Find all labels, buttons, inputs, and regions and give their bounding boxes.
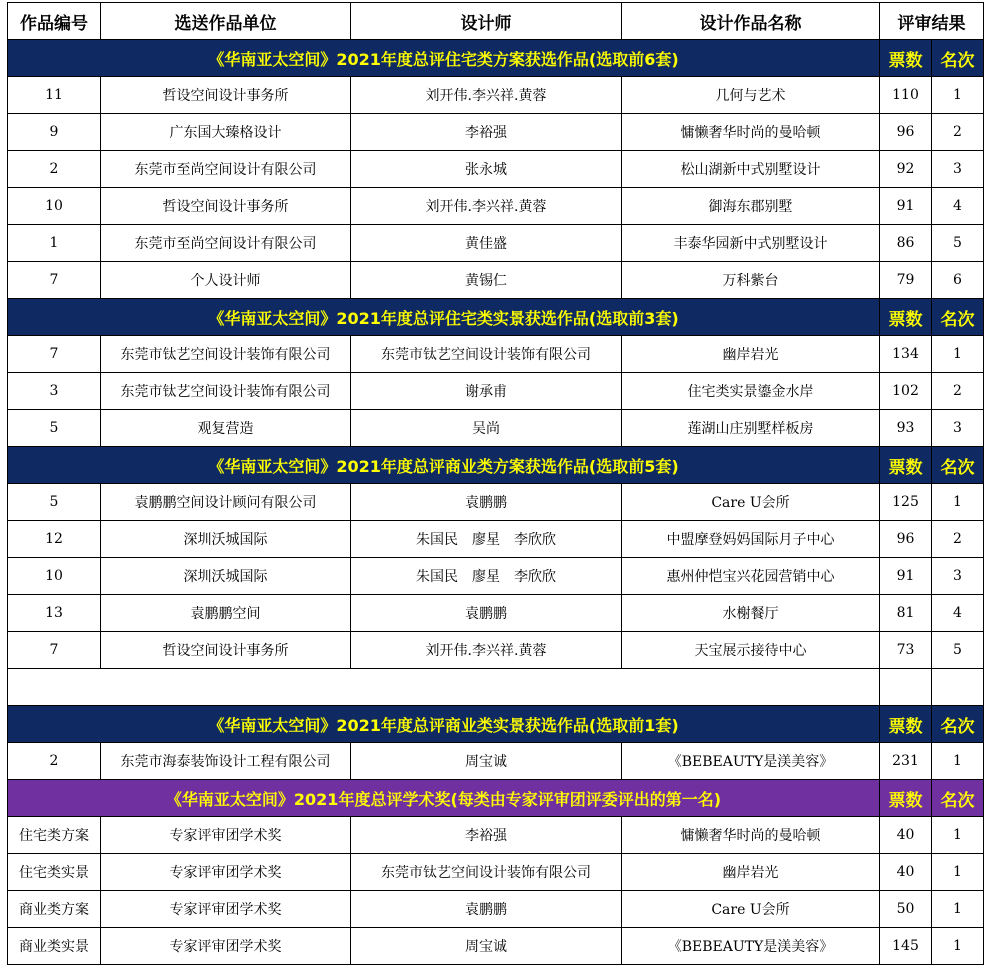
designer-cell: 朱国民 廖星 李欣欣 bbox=[351, 521, 622, 558]
section-title: 《华南亚太空间》2021年度总评商业类实景获选作品(选取前1套) bbox=[8, 706, 880, 743]
section-header-row bbox=[8, 706, 984, 743]
votes-cell: 145 bbox=[880, 928, 932, 965]
votes-label: 票数 bbox=[880, 780, 932, 817]
section-header-row bbox=[8, 40, 984, 77]
section-title: 《华南亚太空间》2021年度总评学术奖(每类由专家评审团评委评出的第一名) bbox=[8, 780, 880, 817]
rank-cell: 6 bbox=[932, 262, 984, 299]
votes-cell: 50 bbox=[880, 891, 932, 928]
rank-label: 名次 bbox=[932, 447, 984, 484]
table-row bbox=[8, 891, 984, 928]
votes-cell: 125 bbox=[880, 484, 932, 521]
unit-cell: 深圳沃城国际 bbox=[101, 558, 351, 595]
designer-cell: 张永城 bbox=[351, 151, 622, 188]
designer-cell: 黄锡仁 bbox=[351, 262, 622, 299]
votes-cell: 231 bbox=[880, 743, 932, 780]
votes-cell: 79 bbox=[880, 262, 932, 299]
unit-cell: 东莞市钛艺空间设计装饰有限公司 bbox=[101, 373, 351, 410]
table-row bbox=[8, 595, 984, 632]
designer-cell: 黄佳盛 bbox=[351, 225, 622, 262]
spacer-cell bbox=[880, 669, 932, 706]
entry-no-cell: 住宅类方案 bbox=[8, 817, 101, 854]
designer-cell: 刘开伟.李兴祥.黄蓉 bbox=[351, 77, 622, 114]
votes-cell: 40 bbox=[880, 817, 932, 854]
rank-cell: 3 bbox=[932, 410, 984, 447]
votes-label: 票数 bbox=[880, 447, 932, 484]
header-submitting-unit: 选送作品单位 bbox=[101, 3, 351, 40]
header-designer: 设计师 bbox=[351, 3, 622, 40]
work-title-cell: 万科紫台 bbox=[622, 262, 880, 299]
rank-cell: 1 bbox=[932, 854, 984, 891]
rank-cell: 3 bbox=[932, 558, 984, 595]
work-title-cell: 水榭餐厅 bbox=[622, 595, 880, 632]
section-header-row bbox=[8, 299, 984, 336]
votes-cell: 134 bbox=[880, 336, 932, 373]
rank-label: 名次 bbox=[932, 299, 984, 336]
entry-no-cell: 2 bbox=[8, 151, 101, 188]
designer-cell: 袁鹏鹏 bbox=[351, 484, 622, 521]
rank-cell: 5 bbox=[932, 225, 984, 262]
work-title-cell: 几何与艺术 bbox=[622, 77, 880, 114]
work-title-cell: 松山湖新中式别墅设计 bbox=[622, 151, 880, 188]
rank-cell: 5 bbox=[932, 632, 984, 669]
unit-cell: 专家评审团学术奖 bbox=[101, 854, 351, 891]
header-entry-no: 作品编号 bbox=[8, 3, 101, 40]
table-row bbox=[8, 114, 984, 151]
rank-label: 名次 bbox=[932, 40, 984, 77]
work-title-cell: 莲湖山庄别墅样板房 bbox=[622, 410, 880, 447]
unit-cell: 东莞市至尚空间设计有限公司 bbox=[101, 151, 351, 188]
entry-no-cell: 住宅类实景 bbox=[8, 854, 101, 891]
work-title-cell: 慵懒奢华时尚的曼哈顿 bbox=[622, 817, 880, 854]
unit-cell: 深圳沃城国际 bbox=[101, 521, 351, 558]
entry-no-cell: 11 bbox=[8, 77, 101, 114]
unit-cell: 哲设空间设计事务所 bbox=[101, 632, 351, 669]
work-title-cell: 住宅类实景鎏金水岸 bbox=[622, 373, 880, 410]
entry-no-cell: 10 bbox=[8, 558, 101, 595]
spacer-row bbox=[8, 669, 984, 706]
unit-cell: 专家评审团学术奖 bbox=[101, 891, 351, 928]
votes-cell: 81 bbox=[880, 595, 932, 632]
work-title-cell: 天宝展示接待中心 bbox=[622, 632, 880, 669]
unit-cell: 东莞市至尚空间设计有限公司 bbox=[101, 225, 351, 262]
work-title-cell: Care U会所 bbox=[622, 484, 880, 521]
table-row bbox=[8, 151, 984, 188]
work-title-cell: 丰泰华园新中式别墅设计 bbox=[622, 225, 880, 262]
table-row bbox=[8, 521, 984, 558]
work-title-cell: 《BEBEAUTY是渼美容》 bbox=[622, 743, 880, 780]
entry-no-cell: 12 bbox=[8, 521, 101, 558]
rank-label: 名次 bbox=[932, 780, 984, 817]
work-title-cell: 《BEBEAUTY是渼美容》 bbox=[622, 928, 880, 965]
rank-cell: 1 bbox=[932, 743, 984, 780]
section-header-row bbox=[8, 780, 984, 817]
entry-no-cell: 5 bbox=[8, 410, 101, 447]
entry-no-cell: 7 bbox=[8, 336, 101, 373]
designer-cell: 东莞市钛艺空间设计装饰有限公司 bbox=[351, 336, 622, 373]
unit-cell: 广东国大臻格设计 bbox=[101, 114, 351, 151]
work-title-cell: Care U会所 bbox=[622, 891, 880, 928]
section-header-row bbox=[8, 447, 984, 484]
table-row bbox=[8, 558, 984, 595]
votes-cell: 96 bbox=[880, 114, 932, 151]
votes-cell: 110 bbox=[880, 77, 932, 114]
table-body bbox=[8, 40, 984, 965]
unit-cell: 东莞市海泰装饰设计工程有限公司 bbox=[101, 743, 351, 780]
table-row bbox=[8, 817, 984, 854]
rank-cell: 2 bbox=[932, 373, 984, 410]
work-title-cell: 幽岸岩光 bbox=[622, 854, 880, 891]
votes-cell: 102 bbox=[880, 373, 932, 410]
section-title: 《华南亚太空间》2021年度总评商业类方案获选作品(选取前5套) bbox=[8, 447, 880, 484]
rank-cell: 1 bbox=[932, 891, 984, 928]
table-row bbox=[8, 373, 984, 410]
header-work-title: 设计作品名称 bbox=[622, 3, 880, 40]
table-row bbox=[8, 225, 984, 262]
designer-cell: 谢承甫 bbox=[351, 373, 622, 410]
rank-cell: 2 bbox=[932, 114, 984, 151]
designer-cell: 东莞市钛艺空间设计装饰有限公司 bbox=[351, 854, 622, 891]
entry-no-cell: 3 bbox=[8, 373, 101, 410]
table-row bbox=[8, 188, 984, 225]
table-row bbox=[8, 632, 984, 669]
rank-cell: 1 bbox=[932, 336, 984, 373]
spacer-cell bbox=[8, 669, 880, 706]
designer-cell: 刘开伟.李兴祥.黄蓉 bbox=[351, 188, 622, 225]
rank-cell: 1 bbox=[932, 817, 984, 854]
designer-cell: 袁鹏鹏 bbox=[351, 595, 622, 632]
unit-cell: 专家评审团学术奖 bbox=[101, 817, 351, 854]
designer-cell: 袁鹏鹏 bbox=[351, 891, 622, 928]
header-review-result: 评审结果 bbox=[880, 3, 984, 40]
designer-cell: 李裕强 bbox=[351, 114, 622, 151]
work-title-cell: 惠州仲恺宝兴花园营销中心 bbox=[622, 558, 880, 595]
votes-cell: 93 bbox=[880, 410, 932, 447]
designer-cell: 周宝诚 bbox=[351, 928, 622, 965]
entry-no-cell: 商业类方案 bbox=[8, 891, 101, 928]
entry-no-cell: 10 bbox=[8, 188, 101, 225]
entry-no-cell: 7 bbox=[8, 632, 101, 669]
rank-cell: 1 bbox=[932, 77, 984, 114]
unit-cell: 观复营造 bbox=[101, 410, 351, 447]
votes-cell: 86 bbox=[880, 225, 932, 262]
designer-cell: 李裕强 bbox=[351, 817, 622, 854]
votes-cell: 91 bbox=[880, 188, 932, 225]
votes-cell: 92 bbox=[880, 151, 932, 188]
unit-cell: 专家评审团学术奖 bbox=[101, 928, 351, 965]
work-title-cell: 御海东郡别墅 bbox=[622, 188, 880, 225]
awards-table bbox=[7, 2, 984, 965]
votes-cell: 96 bbox=[880, 521, 932, 558]
votes-label: 票数 bbox=[880, 40, 932, 77]
unit-cell: 个人设计师 bbox=[101, 262, 351, 299]
rank-cell: 3 bbox=[932, 151, 984, 188]
entry-no-cell: 7 bbox=[8, 262, 101, 299]
table-row bbox=[8, 743, 984, 780]
table-row bbox=[8, 336, 984, 373]
entry-no-cell: 13 bbox=[8, 595, 101, 632]
entry-no-cell: 9 bbox=[8, 114, 101, 151]
table-row bbox=[8, 77, 984, 114]
table-row bbox=[8, 854, 984, 891]
unit-cell: 袁鹏鹏空间 bbox=[101, 595, 351, 632]
spacer-cell bbox=[932, 669, 984, 706]
entry-no-cell: 商业类实景 bbox=[8, 928, 101, 965]
unit-cell: 袁鹏鹏空间设计顾问有限公司 bbox=[101, 484, 351, 521]
entry-no-cell: 2 bbox=[8, 743, 101, 780]
work-title-cell: 慵懒奢华时尚的曼哈顿 bbox=[622, 114, 880, 151]
rank-cell: 4 bbox=[932, 188, 984, 225]
rank-cell: 2 bbox=[932, 521, 984, 558]
rank-cell: 1 bbox=[932, 484, 984, 521]
section-title: 《华南亚太空间》2021年度总评住宅类方案获选作品(选取前6套) bbox=[8, 40, 880, 77]
work-title-cell: 中盟摩登妈妈国际月子中心 bbox=[622, 521, 880, 558]
rank-label: 名次 bbox=[932, 706, 984, 743]
unit-cell: 东莞市钛艺空间设计装饰有限公司 bbox=[101, 336, 351, 373]
table-row bbox=[8, 928, 984, 965]
work-title-cell: 幽岸岩光 bbox=[622, 336, 880, 373]
entry-no-cell: 1 bbox=[8, 225, 101, 262]
designer-cell: 周宝诚 bbox=[351, 743, 622, 780]
votes-cell: 91 bbox=[880, 558, 932, 595]
votes-label: 票数 bbox=[880, 299, 932, 336]
entry-no-cell: 5 bbox=[8, 484, 101, 521]
votes-cell: 40 bbox=[880, 854, 932, 891]
votes-label: 票数 bbox=[880, 706, 932, 743]
designer-cell: 吴尚 bbox=[351, 410, 622, 447]
table-row bbox=[8, 410, 984, 447]
section-title: 《华南亚太空间》2021年度总评住宅类实景获选作品(选取前3套) bbox=[8, 299, 880, 336]
table-row bbox=[8, 484, 984, 521]
designer-cell: 朱国民 廖星 李欣欣 bbox=[351, 558, 622, 595]
designer-cell: 刘开伟.李兴祥.黄蓉 bbox=[351, 632, 622, 669]
table-row bbox=[8, 262, 984, 299]
votes-cell: 73 bbox=[880, 632, 932, 669]
unit-cell: 哲设空间设计事务所 bbox=[101, 188, 351, 225]
unit-cell: 哲设空间设计事务所 bbox=[101, 77, 351, 114]
rank-cell: 1 bbox=[932, 928, 984, 965]
rank-cell: 4 bbox=[932, 595, 984, 632]
header-row bbox=[8, 3, 984, 40]
